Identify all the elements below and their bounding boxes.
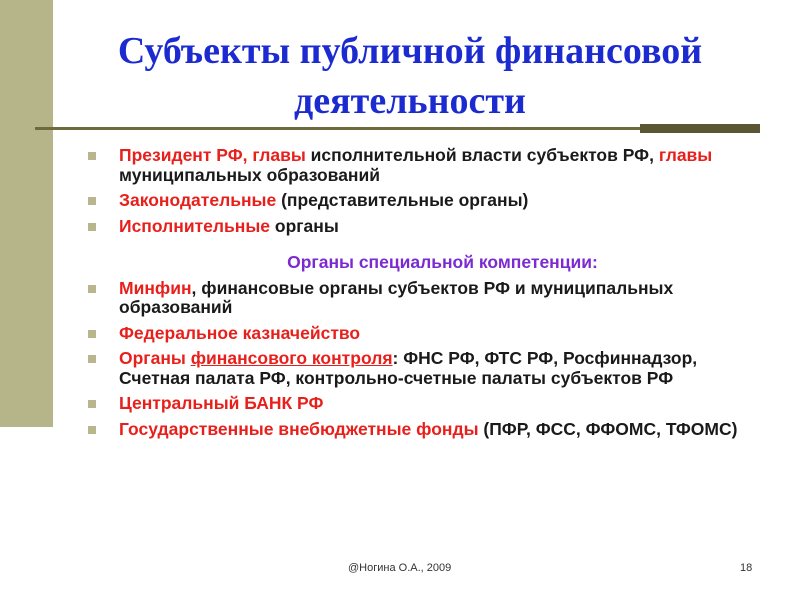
text-run: Исполнительные — [119, 215, 271, 236]
list-item — [86, 324, 766, 344]
text-run: , финансовые органы субъектов РФ и муниципальных образований — [119, 277, 674, 317]
square-bullet-icon — [88, 426, 96, 434]
page-number: 18 — [740, 562, 753, 574]
text-run: муниципальных образований — [119, 164, 381, 185]
text-run: Центральный БАНК РФ — [119, 393, 324, 413]
text-run: (представительные органы) — [276, 190, 529, 210]
list-item-text — [119, 393, 323, 413]
square-bullet-icon — [88, 223, 96, 231]
list-item — [86, 191, 766, 211]
list-item — [86, 217, 766, 237]
square-bullet-icon — [88, 400, 96, 408]
bullet-list-primary — [86, 146, 766, 236]
decorative-side-bar — [0, 0, 53, 427]
section-heading: Органы специальной компетенции: — [287, 252, 598, 272]
text-run: финансового контроля — [190, 348, 393, 368]
list-item-text — [119, 216, 339, 236]
list-item — [86, 394, 766, 414]
text-run: Органы — [119, 348, 191, 368]
square-bullet-icon — [88, 197, 96, 205]
text-run: органы — [270, 215, 339, 236]
list-item — [86, 349, 766, 388]
list-item-text — [119, 323, 360, 343]
square-bullet-icon — [88, 355, 96, 363]
text-run: Государственные внебюджетные фонды — [119, 418, 479, 439]
footer-author: @Ногина О.А., 2009 — [348, 562, 452, 574]
list-item — [86, 279, 766, 318]
list-item — [86, 146, 766, 185]
text-run: Законодательные — [119, 190, 277, 210]
list-item-text — [119, 278, 673, 318]
text-run: Минфин — [119, 277, 192, 298]
square-bullet-icon — [88, 152, 96, 160]
text-run: Федеральное казначейство — [119, 322, 361, 343]
list-item-text — [119, 348, 697, 388]
text-run: : ФНС РФ, ФТС РФ, Росфиннадзор, Счетная палата РФ, контрольно-счетные палаты субъектов РФ — [119, 348, 698, 388]
text-run: главы — [658, 145, 713, 165]
list-item-text — [119, 145, 712, 185]
text-run: исполнительной власти субъектов РФ, — [305, 145, 659, 165]
bullet-list-special — [86, 279, 766, 440]
title-divider-accent — [640, 124, 760, 133]
list-item-text — [119, 419, 737, 439]
text-run: (ПФР, ФСС, ФФОМС, ТФОМС) — [478, 418, 738, 439]
text-run: Президент РФ, главы — [119, 145, 306, 165]
decorative-side-bar-bottom — [0, 427, 53, 600]
square-bullet-icon — [88, 330, 96, 338]
slide-title: Субъекты публичной финансовой деятельности — [117, 30, 703, 122]
list-item-text — [119, 190, 528, 210]
square-bullet-icon — [88, 285, 96, 293]
list-item — [86, 420, 766, 440]
slide-content — [86, 146, 766, 445]
